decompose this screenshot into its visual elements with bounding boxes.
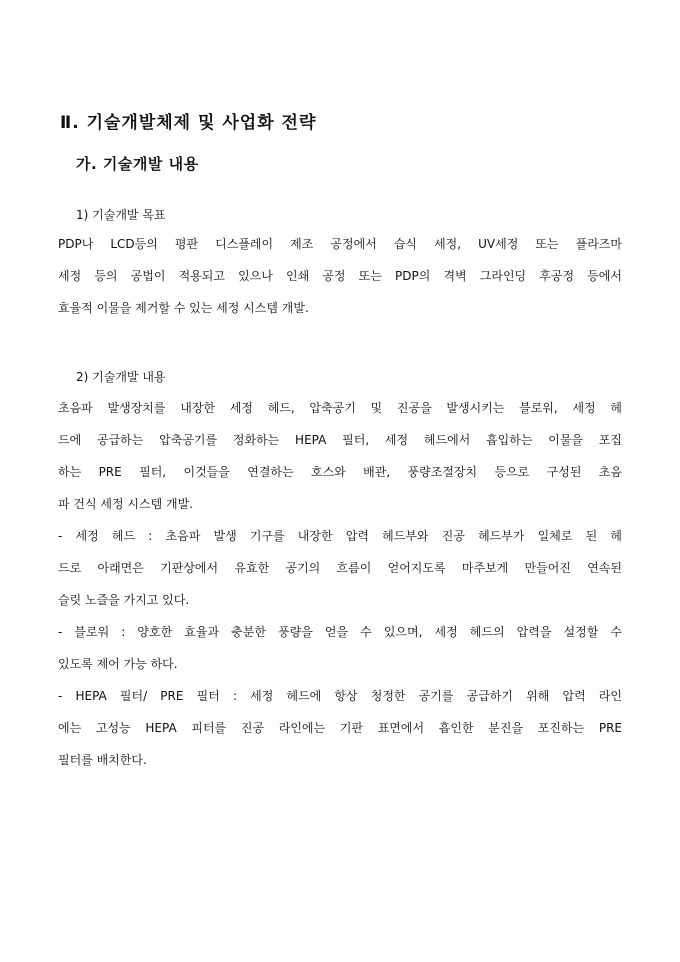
goal-title: 1) 기술개발 목표 xyxy=(76,208,166,222)
content-line: 있도록 제어 가능 하다. xyxy=(58,657,178,671)
content-line: 에는 고성능 HEPA 피터를 진공 라인에는 기판 표면에서 흡인한 분진을 포진하는 PRE xyxy=(58,721,622,735)
subsection-heading: 가. 기술개발 내용 xyxy=(76,155,199,173)
content-line: 슬릿 노즐을 가지고 있다. xyxy=(58,593,190,607)
content-line: 드에 공급하는 압축공기를 정화하는 HEPA 필터, 세정 헤드에서 흡입하는 이물을 포집 xyxy=(58,433,622,447)
content-line: 하는 PRE 필터, 이것들을 연결하는 호스와 배관, 풍량조절장치 등으로 구성된 초음 xyxy=(58,465,622,479)
goal-line: 효율적 이물을 제거할 수 있는 세정 시스템 개발. xyxy=(58,301,309,315)
goal-line: 세정 등의 공법이 적용되고 있으나 인쇄 공정 또는 PDP의 격벽 그라인딩 후공정 등에서 xyxy=(58,269,622,283)
content-line: - HEPA 필터/ PRE 필터 : 세정 헤드에 항상 청정한 공기를 공급하기 위해 압력 라인 xyxy=(58,689,622,703)
content-line: 파 건식 세정 시스템 개발. xyxy=(58,497,193,511)
content-line: 초음파 발생장치를 내장한 세정 헤드, 압축공기 및 진공을 발생시키는 블로워, 세정 헤 xyxy=(58,401,622,415)
content-line: 필터를 배치한다. xyxy=(58,753,147,767)
content-line: 드로 아래면은 기판상에서 유효한 공기의 흐름이 얻어지도록 마주보게 만들어진 연속된 xyxy=(58,561,622,575)
content-line: - 블로워 : 양호한 효율과 충분한 풍량을 얻을 수 있으며, 세정 헤드의 압력을 설정할 수 xyxy=(58,625,622,639)
section-heading: Ⅱ. 기술개발체제 및 사업화 전략 xyxy=(60,113,317,133)
content-title: 2) 기술개발 내용 xyxy=(76,370,166,384)
goal-line: PDP나 LCD등의 평판 디스플레이 제조 공정에서 습식 세정, UV세정 또는 플라즈마 xyxy=(58,237,622,251)
content-line: - 세정 헤드 : 초음파 발생 기구를 내장한 압력 헤드부와 진공 헤드부가 일체로 된 헤 xyxy=(58,529,622,543)
